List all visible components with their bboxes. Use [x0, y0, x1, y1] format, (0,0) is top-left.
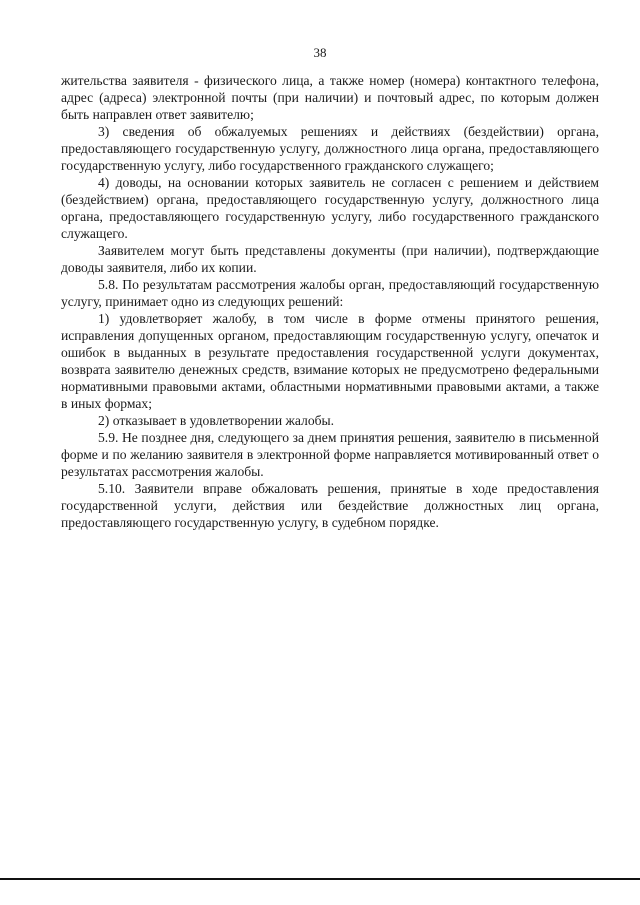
paragraph-item-4-arguments: 4) доводы, на основании которых заявитель не согласен с решением и действием (бездействием) органа, предоставляющего государственную услугу, должностного лица органа, предоставляющего государственную услугу, либо государственного гражданского служащего.	[61, 175, 599, 241]
document-body	[61, 72, 599, 531]
page-number: 38	[313, 45, 327, 60]
page-bottom-rule	[0, 878, 640, 880]
paragraph-supporting-documents: Заявителем могут быть представлены документы (при наличии), подтверждающие доводы заявителя, либо их копии.	[61, 243, 599, 275]
paragraph-decision-1-satisfy: 1) удовлетворяет жалобу, в том числе в форме отмены принятого решения, исправления допущенных органом, предоставляющим государственную услугу, опечаток и ошибок в выданных в результате предоставления государственной услуги документах, возврата заявителю денежных средств, взимание которых не предусмотрено федеральными нормативными правовыми актами, областными нормативными правовыми актами, а также в иных формах;	[61, 311, 599, 411]
paragraph-decision-2-refuse: 2) отказывает в удовлетворении жалобы.	[98, 413, 335, 428]
paragraph-section-5-9: 5.9. Не позднее дня, следующего за днем принятия решения, заявителю в письменной форме и по желанию заявителя в электронной форме направляется мотивированный ответ о результатах рассмотрения жалобы.	[61, 430, 599, 479]
paragraph-residence-contacts: жительства заявителя - физического лица, а также номер (номера) контактного телефона, адрес (адреса) электронной почты (при наличии) и почтовый адрес, по которым должен быть направлен ответ заявителю;	[61, 73, 599, 122]
paragraph-section-5-10: 5.10. Заявители вправе обжаловать решения, принятые в ходе предоставления государственной услуги, действия или бездействие должностных лиц органа, предоставляющего государственную услугу, в судебном порядке.	[61, 481, 599, 530]
paragraph-item-3-appealed-decisions: 3) сведения об обжалуемых решениях и действиях (бездействии) органа, предоставляющего государственную услугу, должностного лица органа, предоставляющего государственную услугу, либо государственного гражданского служащего;	[61, 124, 599, 173]
paragraph-section-5-8: 5.8. По результатам рассмотрения жалобы орган, предоставляющий государственную услугу, принимает одно из следующих решений:	[61, 277, 599, 309]
